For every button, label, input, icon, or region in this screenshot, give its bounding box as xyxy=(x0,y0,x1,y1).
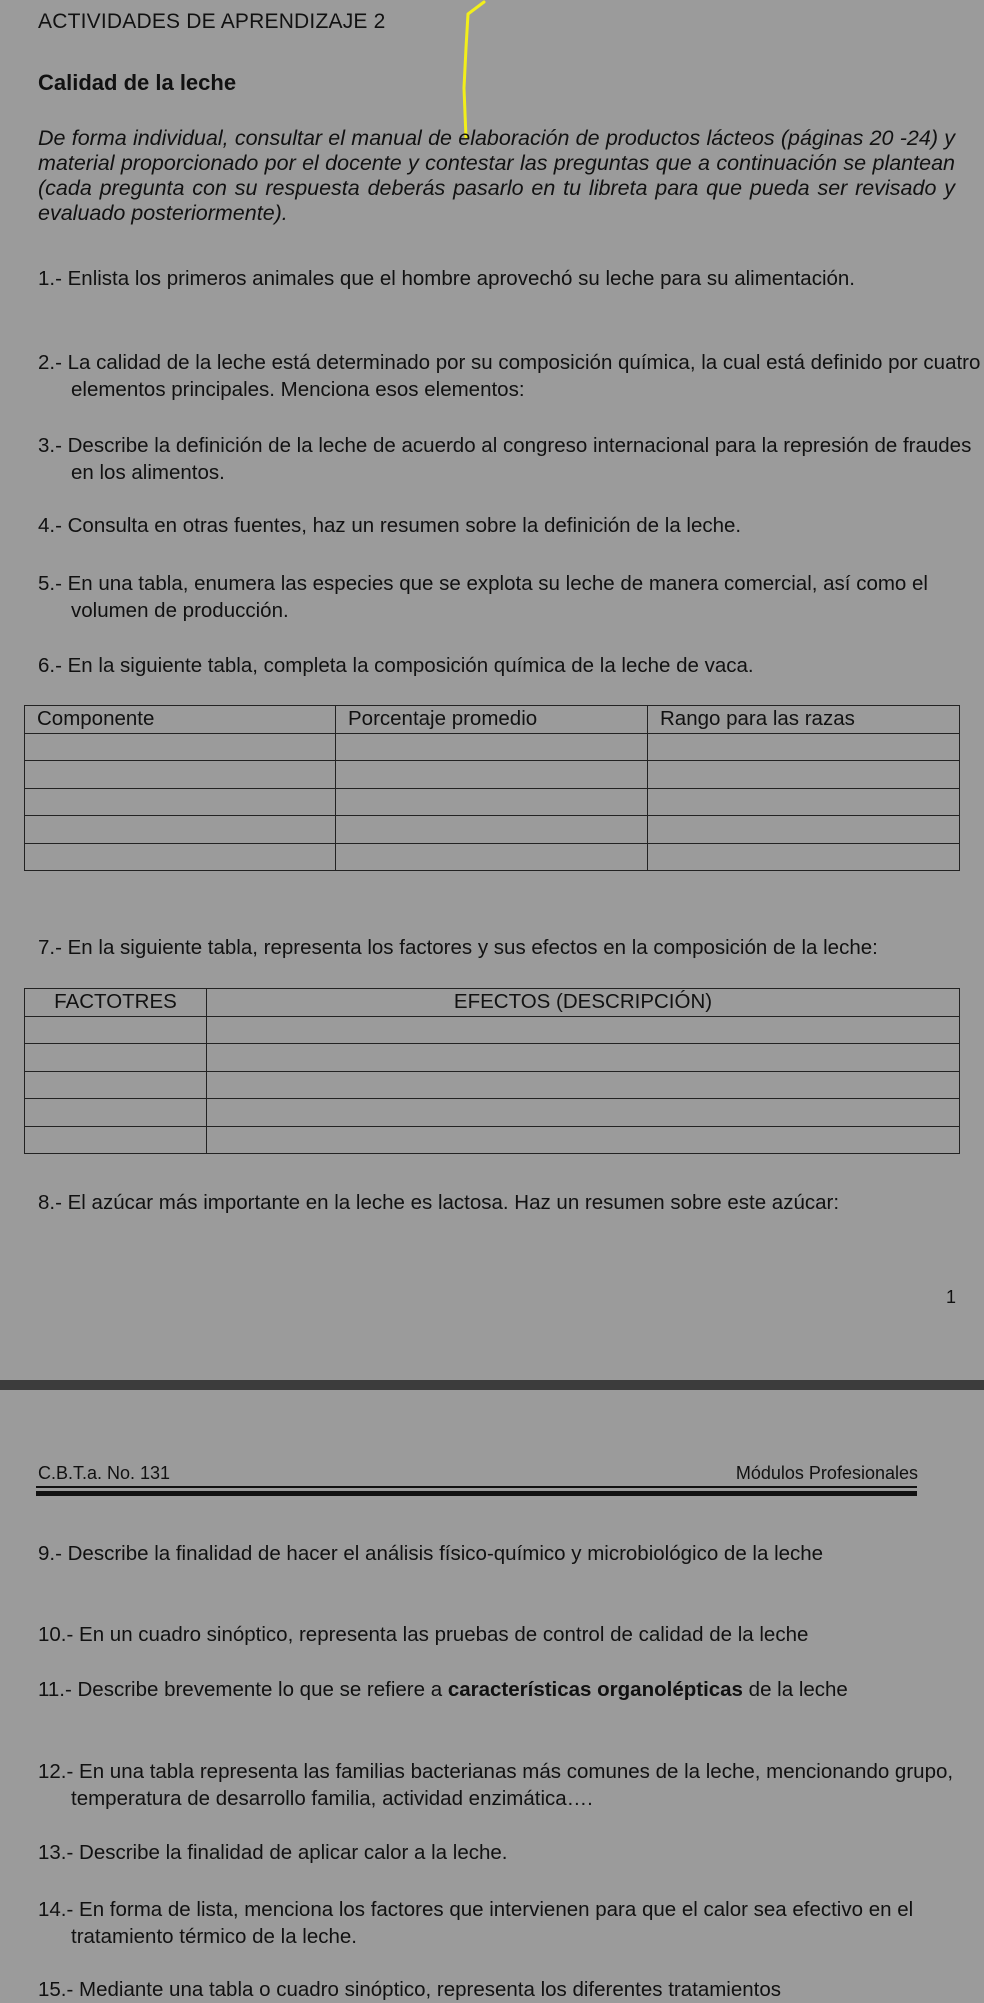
question-6: 6.- En la siguiente tabla, completa la composición química de la leche de vaca. xyxy=(38,654,754,677)
table-row xyxy=(25,1016,960,1044)
table-cell xyxy=(25,843,336,871)
question-12: 12.- En una tabla representa las familias bacterianas más comunes de la leche, mencionando grupo, temperatura de desarrollo familia, actividad enzimática…. xyxy=(38,1760,954,1810)
table-row xyxy=(25,761,960,789)
table-cell xyxy=(648,788,960,816)
table-row xyxy=(25,1099,960,1127)
table-cell xyxy=(25,1099,207,1127)
question-11 xyxy=(38,1676,984,1703)
factors-table xyxy=(24,988,960,1154)
table-row xyxy=(25,1126,960,1154)
table-row xyxy=(25,1044,960,1072)
question-13: 13.- Describe la finalidad de aplicar calor a la leche. xyxy=(38,1841,508,1864)
instructions-paragraph: De forma individual, consultar el manual de elaboración de productos lácteos (páginas 20 -24) y material proporcionado por el docente y contestar las preguntas que a continuación se plantean (cada pregunta con su respuesta deberás pasarlo en tu libreta para que pueda ser revisado y evaluado posteriormente). xyxy=(38,126,955,225)
table-row xyxy=(25,843,960,871)
school-header: C.B.T.a. No. 131 xyxy=(38,1463,171,1483)
question-10: 10.- En un cuadro sinóptico, representa las pruebas de control de calidad de la leche xyxy=(38,1623,809,1646)
page-title: ACTIVIDADES DE APRENDIZAJE 2 xyxy=(38,10,386,33)
page-separator xyxy=(0,1380,984,1390)
question-14: 14.- En forma de lista, menciona los factores que intervienen para que el calor sea efectivo en el tratamiento térmico de la leche. xyxy=(38,1898,914,1948)
module-header: Módulos Profesionales xyxy=(735,1463,918,1483)
table-cell xyxy=(25,1071,207,1099)
table-cell xyxy=(336,761,648,789)
table-cell xyxy=(25,816,336,844)
table-cell xyxy=(25,1044,207,1072)
table-row xyxy=(25,733,960,761)
table-cell xyxy=(336,788,648,816)
table-cell xyxy=(648,733,960,761)
composition-table xyxy=(24,705,960,871)
question-4: 4.- Consulta en otras fuentes, haz un resumen sobre la definición de la leche. xyxy=(38,514,742,537)
column-header-porcentaje: Porcentaje promedio xyxy=(336,706,648,734)
table-cell xyxy=(207,1071,960,1099)
table-cell xyxy=(336,843,648,871)
table-cell xyxy=(207,1099,960,1127)
table-cell xyxy=(207,1016,960,1044)
question-1: 1.- Enlista los primeros animales que el hombre aprovechó su leche para su alimentación. xyxy=(38,267,856,290)
table-cell xyxy=(25,1016,207,1044)
table-cell xyxy=(648,843,960,871)
table-row xyxy=(25,816,960,844)
question-9: 9.- Describe la finalidad de hacer el análisis físico-químico y microbiológico de la leche xyxy=(38,1542,824,1565)
question-7: 7.- En la siguiente tabla, representa los factores y sus efectos en la composición de la leche: xyxy=(38,936,878,959)
page-number: 1 xyxy=(946,1287,957,1307)
table-cell xyxy=(648,761,960,789)
table-cell xyxy=(25,761,336,789)
column-header-factores: FACTOTRES xyxy=(25,989,207,1017)
table-header-row xyxy=(25,706,960,734)
table-header-row xyxy=(25,989,960,1017)
column-header-componente: Componente xyxy=(25,706,336,734)
header-rule xyxy=(36,1486,917,1488)
question-15-partial: 15.- Mediante una tabla o cuadro sinóptico, representa los diferentes tratamientos xyxy=(38,1978,781,2001)
table-cell xyxy=(648,816,960,844)
column-header-rango: Rango para las razas xyxy=(648,706,960,734)
question-2: 2.- La calidad de la leche está determinado por su composición química, la cual está definido por cuatro elementos principales. Menciona esos elementos: xyxy=(38,351,981,401)
table-cell xyxy=(25,733,336,761)
table-row xyxy=(25,1071,960,1099)
worksheet-page-2 xyxy=(0,1390,984,2001)
column-header-efectos: EFECTOS (DESCRIPCIÓN) xyxy=(207,989,960,1017)
table-cell xyxy=(25,1126,207,1154)
header-rule-bold xyxy=(36,1491,917,1496)
question-3: 3.- Describe la definición de la leche de acuerdo al congreso internacional para la represión de fraudes en los alimentos. xyxy=(38,434,972,484)
table-cell xyxy=(207,1044,960,1072)
question-5: 5.- En una tabla, enumera las especies que se explota su leche de manera comercial, así como el volumen de producción. xyxy=(38,572,928,622)
table-cell xyxy=(207,1126,960,1154)
question-8: 8.- El azúcar más importante en la leche es lactosa. Haz un resumen sobre este azúcar: xyxy=(38,1191,840,1214)
table-cell xyxy=(336,816,648,844)
table-cell xyxy=(25,788,336,816)
question-11-text: 11.- Describe brevemente lo que se refiere a xyxy=(38,1678,448,1701)
question-11-end: de la leche xyxy=(742,1678,848,1701)
table-cell xyxy=(336,733,648,761)
table-row xyxy=(25,788,960,816)
question-11-bold-term: características organolépticas xyxy=(447,1678,743,1701)
section-subtitle: Calidad de la leche xyxy=(38,70,237,95)
